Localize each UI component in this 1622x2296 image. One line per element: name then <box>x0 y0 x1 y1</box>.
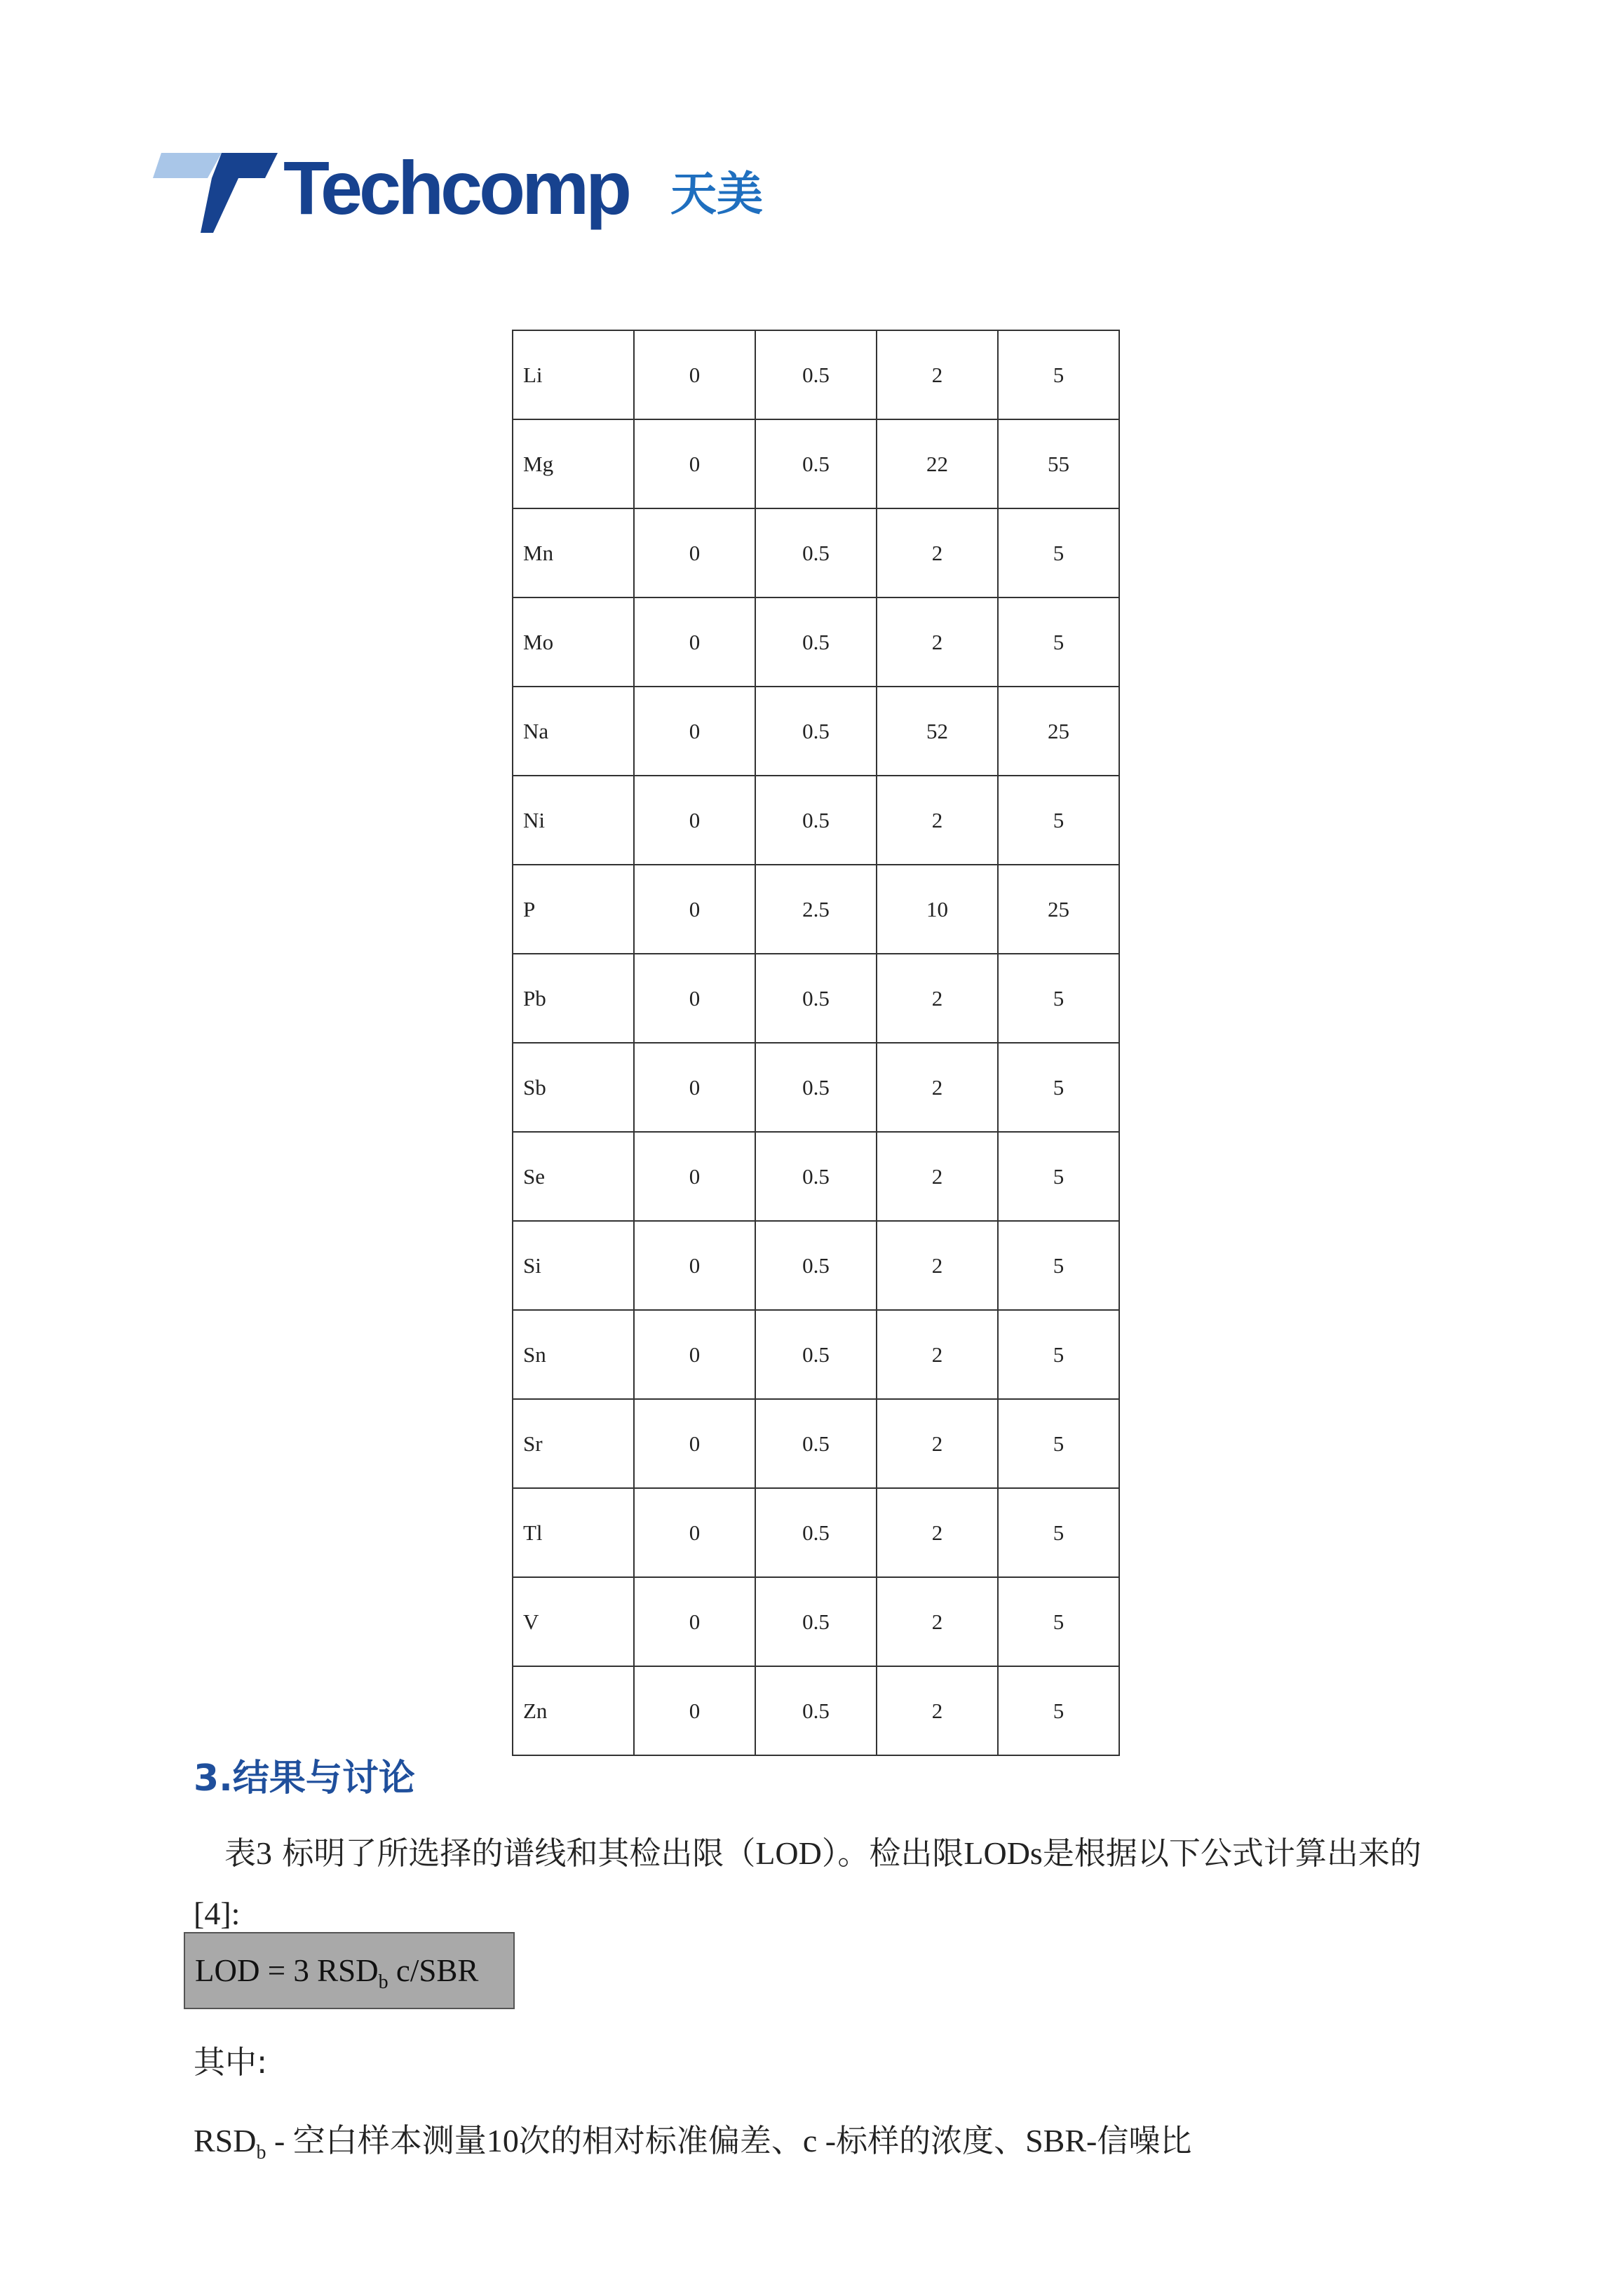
element-cell: Ni <box>513 776 634 865</box>
value-cell: 0.5 <box>755 1666 877 1755</box>
element-cell: Mn <box>513 508 634 597</box>
table-row <box>513 1399 1119 1488</box>
lod-term: LOD <box>755 1835 822 1871</box>
text-span: 标明了所选择的谱线和其检出限（ <box>272 1835 756 1872</box>
table-row <box>513 865 1119 954</box>
element-cell: V <box>513 1577 634 1666</box>
value-cell: 0.5 <box>755 954 877 1043</box>
element-cell: Mg <box>513 419 634 508</box>
value-cell: 0.5 <box>755 419 877 508</box>
formula-text: c/SBR <box>388 1953 479 1988</box>
table-row <box>513 597 1119 687</box>
value-cell: 0.5 <box>755 330 877 419</box>
element-cell: Se <box>513 1132 634 1221</box>
value-cell: 2 <box>877 597 998 687</box>
element-cell: Sb <box>513 1043 634 1132</box>
value-cell: 2 <box>877 776 998 865</box>
formula-text: LOD = 3 RSD <box>195 1953 379 1988</box>
value-cell: 0 <box>634 865 755 954</box>
value-cell: 0 <box>634 954 755 1043</box>
table-row <box>513 776 1119 865</box>
value-cell: 5 <box>998 1310 1119 1399</box>
text-span: 标样的浓度、 <box>836 2122 1026 2159</box>
element-cell: Pb <box>513 954 634 1043</box>
element-concentration-table <box>512 330 1120 1756</box>
table-row <box>513 419 1119 508</box>
table-row <box>513 954 1119 1043</box>
value-cell: 2 <box>877 508 998 597</box>
value-cell: 0 <box>634 687 755 776</box>
element-cell: Tl <box>513 1488 634 1577</box>
value-cell: 5 <box>998 1488 1119 1577</box>
text-span: ）。检出限 <box>821 1835 964 1872</box>
value-cell: 25 <box>998 865 1119 954</box>
value-cell: 5 <box>998 330 1119 419</box>
table-row <box>513 1310 1119 1399</box>
value-cell: 0 <box>634 1221 755 1310</box>
rsd-term: RSD <box>194 2123 257 2159</box>
element-cell: Mo <box>513 597 634 687</box>
value-cell: 0.5 <box>755 1132 877 1221</box>
value-cell: 0.5 <box>755 1488 877 1577</box>
text-span: - 空白样本测量 <box>266 2123 487 2159</box>
element-cell: Zn <box>513 1666 634 1755</box>
value-cell: 5 <box>998 1666 1119 1755</box>
table-row <box>513 1132 1119 1221</box>
value-cell: 25 <box>998 687 1119 776</box>
table-row <box>513 1488 1119 1577</box>
table-number: 3 <box>256 1835 273 1871</box>
value-cell: 2 <box>877 954 998 1043</box>
value-cell: 2 <box>877 1310 998 1399</box>
sbr-term: SBR- <box>1025 2123 1097 2159</box>
element-cell: P <box>513 865 634 954</box>
definitions-line <box>194 2111 1456 2183</box>
value-cell: 0.5 <box>755 597 877 687</box>
value-cell: 2 <box>877 1488 998 1577</box>
table-row <box>513 1043 1119 1132</box>
lods-term: LODs <box>964 1835 1043 1871</box>
value-cell: 0.5 <box>755 508 877 597</box>
value-cell: 5 <box>998 597 1119 687</box>
value-cell: 0 <box>634 508 755 597</box>
logo-chinese-name: 天美 <box>670 167 763 221</box>
c-term: c - <box>802 2123 837 2159</box>
value-cell: 5 <box>998 954 1119 1043</box>
value-cell: 0 <box>634 1310 755 1399</box>
logo-wordmark: Techcomp <box>283 145 629 230</box>
value-cell: 2 <box>877 1577 998 1666</box>
value-cell: 0 <box>634 1132 755 1221</box>
lod-formula-box <box>184 1932 515 2009</box>
value-cell: 2 <box>877 330 998 419</box>
section-heading: 3.结果与讨论 <box>194 1757 415 1799</box>
value-cell: 22 <box>877 419 998 508</box>
value-cell: 5 <box>998 508 1119 597</box>
value-cell: 0 <box>634 1666 755 1755</box>
table-body <box>513 330 1119 1755</box>
value-cell: 0.5 <box>755 776 877 865</box>
text-span: 次的相对标准偏差、 <box>518 2122 803 2159</box>
value-cell: 0 <box>634 776 755 865</box>
element-cell: Sn <box>513 1310 634 1399</box>
value-cell: 0.5 <box>755 687 877 776</box>
value-cell: 5 <box>998 1577 1119 1666</box>
rsd-subscript: b <box>256 2142 266 2163</box>
table-row <box>513 1666 1119 1755</box>
table-row <box>513 508 1119 597</box>
value-cell: 5 <box>998 1043 1119 1132</box>
value-cell: 2 <box>877 1666 998 1755</box>
table-row <box>513 330 1119 419</box>
text-span: 是根据以下公式计算出来的 <box>1042 1835 1421 1872</box>
count-number: 10 <box>486 2123 519 2159</box>
table-row <box>513 1577 1119 1666</box>
text-span: 信噪比 <box>1097 2122 1192 2159</box>
table-row <box>513 1221 1119 1310</box>
value-cell: 0.5 <box>755 1043 877 1132</box>
where-label: 其中: <box>194 2044 268 2081</box>
value-cell: 2.5 <box>755 865 877 954</box>
value-cell: 2 <box>877 1221 998 1310</box>
text-span: 表 <box>224 1835 257 1872</box>
value-cell: 0 <box>634 330 755 419</box>
company-logo <box>153 145 798 247</box>
value-cell: 2 <box>877 1399 998 1488</box>
formula-subscript: b <box>378 1971 388 1993</box>
value-cell: 0 <box>634 1399 755 1488</box>
element-cell: Li <box>513 330 634 419</box>
value-cell: 0 <box>634 597 755 687</box>
value-cell: 52 <box>877 687 998 776</box>
value-cell: 0 <box>634 1488 755 1577</box>
value-cell: 5 <box>998 1221 1119 1310</box>
value-cell: 5 <box>998 776 1119 865</box>
value-cell: 0 <box>634 1043 755 1132</box>
value-cell: 0.5 <box>755 1577 877 1666</box>
techcomp-t-logo-icon <box>153 149 286 233</box>
value-cell: 5 <box>998 1399 1119 1488</box>
value-cell: 2 <box>877 1043 998 1132</box>
table-row <box>513 687 1119 776</box>
element-cell: Na <box>513 687 634 776</box>
value-cell: 10 <box>877 865 998 954</box>
value-cell: 55 <box>998 419 1119 508</box>
value-cell: 0 <box>634 419 755 508</box>
citation: [4]: <box>194 1896 241 1931</box>
value-cell: 0.5 <box>755 1310 877 1399</box>
element-cell: Si <box>513 1221 634 1310</box>
value-cell: 5 <box>998 1132 1119 1221</box>
element-cell: Sr <box>513 1399 634 1488</box>
value-cell: 0.5 <box>755 1221 877 1310</box>
results-paragraph <box>194 1823 1456 1944</box>
value-cell: 0.5 <box>755 1399 877 1488</box>
value-cell: 0 <box>634 1577 755 1666</box>
value-cell: 2 <box>877 1132 998 1221</box>
